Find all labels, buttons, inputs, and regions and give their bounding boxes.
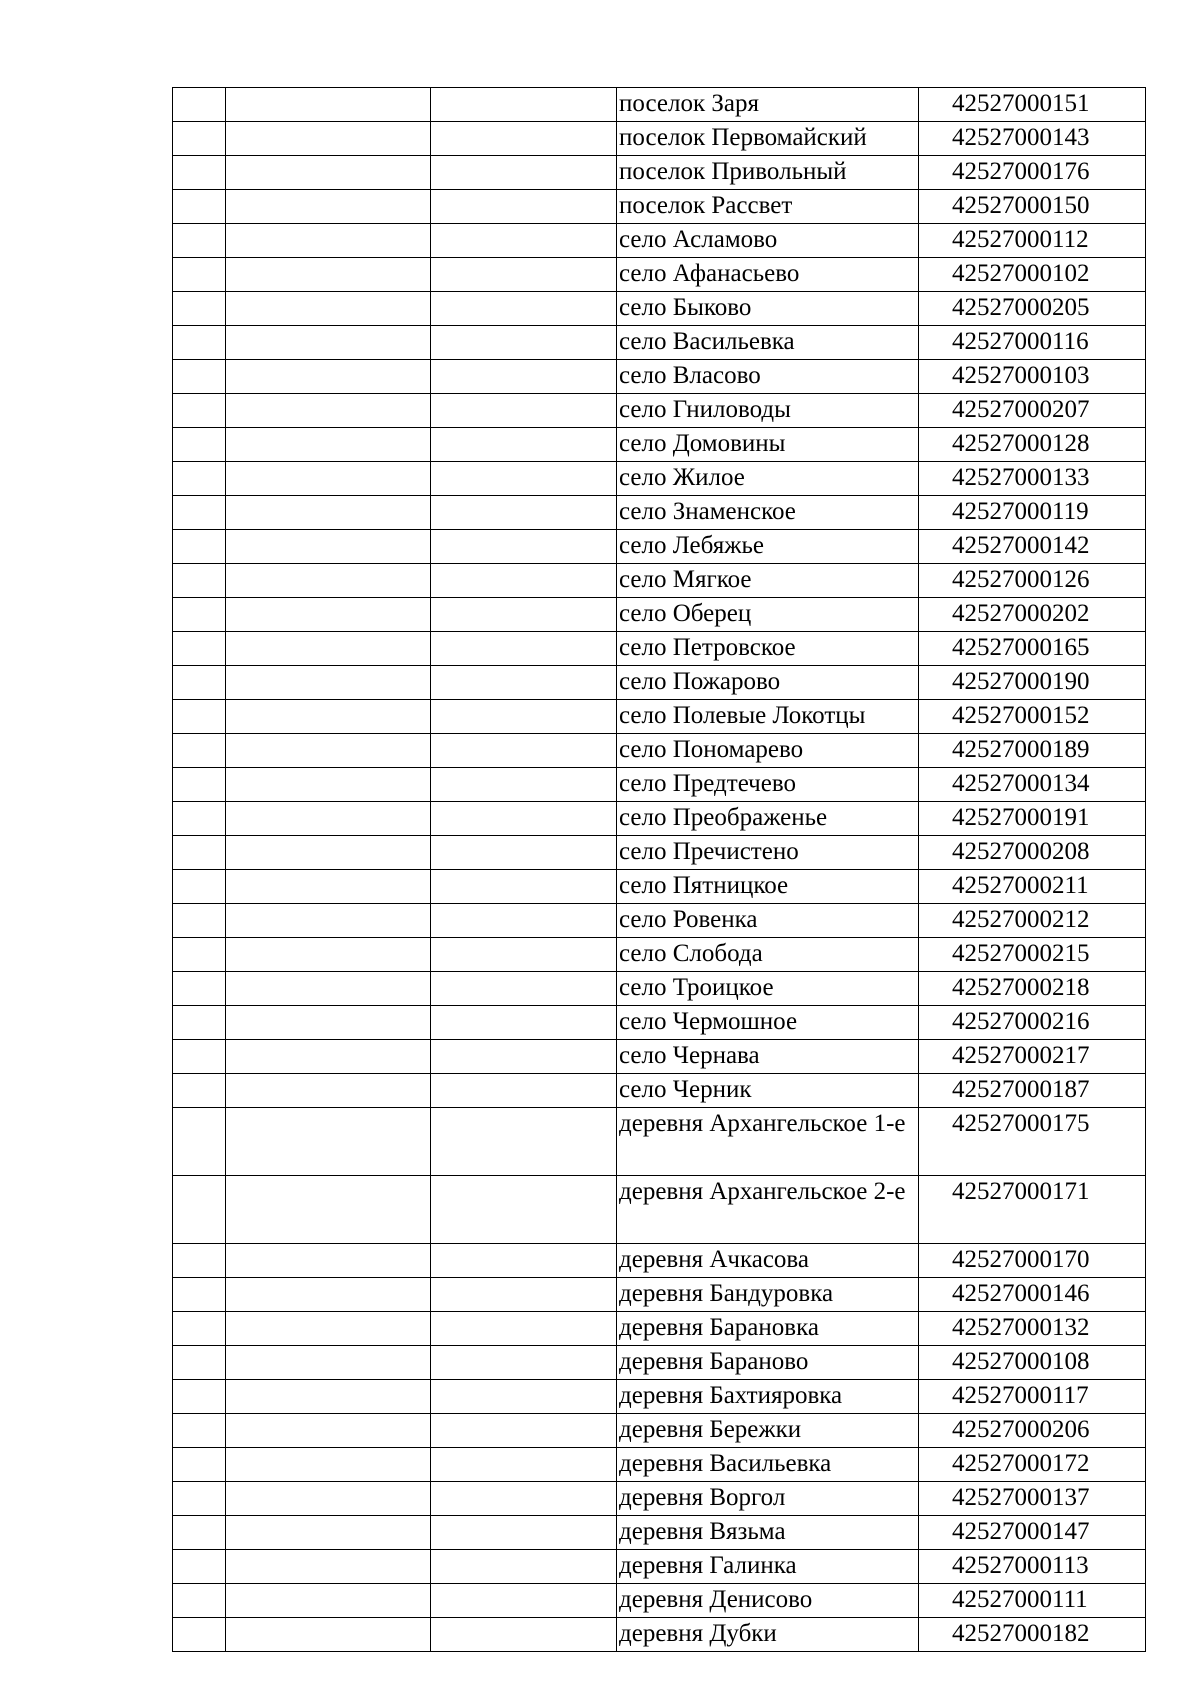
settlement-name-cell: поселок Заря — [617, 88, 919, 122]
settlement-name-cell: деревня Васильевка — [617, 1448, 919, 1482]
empty-cell — [173, 530, 226, 564]
oktmo-code-cell: 42527000126 — [919, 564, 1146, 598]
empty-cell — [173, 394, 226, 428]
empty-cell — [226, 1414, 431, 1448]
empty-cell — [173, 190, 226, 224]
settlement-name-cell: село Преображенье — [617, 802, 919, 836]
oktmo-code-cell: 42527000150 — [919, 190, 1146, 224]
settlement-name-cell: село Лебяжье — [617, 530, 919, 564]
empty-cell — [173, 768, 226, 802]
table-row — [173, 1380, 1146, 1414]
empty-cell — [173, 1516, 226, 1550]
empty-cell — [431, 1448, 617, 1482]
settlement-name-cell: село Ровенка — [617, 904, 919, 938]
empty-cell — [226, 938, 431, 972]
empty-cell — [431, 224, 617, 258]
table-row — [173, 1516, 1146, 1550]
oktmo-code-cell: 42527000205 — [919, 292, 1146, 326]
empty-cell — [226, 428, 431, 462]
settlement-name-cell: село Предтечево — [617, 768, 919, 802]
empty-cell — [226, 1550, 431, 1584]
settlement-name-cell: село Жилое — [617, 462, 919, 496]
empty-cell — [226, 1516, 431, 1550]
table-row — [173, 700, 1146, 734]
empty-cell — [431, 836, 617, 870]
empty-cell — [226, 564, 431, 598]
oktmo-code-cell: 42527000133 — [919, 462, 1146, 496]
settlement-name-cell: село Чернава — [617, 1040, 919, 1074]
empty-cell — [226, 122, 431, 156]
empty-cell — [431, 88, 617, 122]
table-body — [173, 88, 1146, 1652]
settlement-name-cell: село Мягкое — [617, 564, 919, 598]
table-row — [173, 258, 1146, 292]
empty-cell — [173, 292, 226, 326]
table-row — [173, 224, 1146, 258]
empty-cell — [431, 530, 617, 564]
oktmo-code-cell: 42527000117 — [919, 1380, 1146, 1414]
empty-cell — [173, 462, 226, 496]
empty-cell — [226, 1108, 431, 1176]
empty-cell — [431, 1176, 617, 1244]
settlement-name-cell: село Власово — [617, 360, 919, 394]
empty-cell — [431, 598, 617, 632]
table-row — [173, 1482, 1146, 1516]
oktmo-code-cell: 42527000170 — [919, 1244, 1146, 1278]
settlement-name-cell: село Троицкое — [617, 972, 919, 1006]
empty-cell — [431, 1278, 617, 1312]
table-row — [173, 972, 1146, 1006]
empty-cell — [226, 1176, 431, 1244]
settlement-name-cell: деревня Бахтияровка — [617, 1380, 919, 1414]
table-row — [173, 394, 1146, 428]
empty-cell — [431, 1006, 617, 1040]
empty-cell — [226, 1278, 431, 1312]
table-row — [173, 904, 1146, 938]
empty-cell — [226, 530, 431, 564]
oktmo-code-cell: 42527000216 — [919, 1006, 1146, 1040]
table-row — [173, 428, 1146, 462]
settlement-name-cell: село Знаменское — [617, 496, 919, 530]
empty-cell — [226, 1346, 431, 1380]
empty-cell — [226, 734, 431, 768]
empty-cell — [431, 1618, 617, 1652]
table-row — [173, 598, 1146, 632]
empty-cell — [431, 768, 617, 802]
oktmo-code-cell: 42527000137 — [919, 1482, 1146, 1516]
empty-cell — [173, 496, 226, 530]
empty-cell — [431, 1380, 617, 1414]
empty-cell — [173, 1584, 226, 1618]
empty-cell — [226, 360, 431, 394]
empty-cell — [226, 496, 431, 530]
oktmo-code-cell: 42527000217 — [919, 1040, 1146, 1074]
empty-cell — [173, 734, 226, 768]
empty-cell — [431, 802, 617, 836]
oktmo-code-cell: 42527000175 — [919, 1108, 1146, 1176]
empty-cell — [173, 1414, 226, 1448]
settlement-name-cell: село Васильевка — [617, 326, 919, 360]
oktmo-code-cell: 42527000187 — [919, 1074, 1146, 1108]
settlement-name-cell: село Афанасьево — [617, 258, 919, 292]
table-row — [173, 462, 1146, 496]
settlement-name-cell: село Чермошное — [617, 1006, 919, 1040]
settlement-name-cell: поселок Привольный — [617, 156, 919, 190]
empty-cell — [173, 428, 226, 462]
settlement-name-cell: деревня Воргол — [617, 1482, 919, 1516]
oktmo-code-cell: 42527000172 — [919, 1448, 1146, 1482]
empty-cell — [226, 258, 431, 292]
table-row — [173, 1414, 1146, 1448]
table-row — [173, 1176, 1146, 1244]
oktmo-code-cell: 42527000207 — [919, 394, 1146, 428]
empty-cell — [431, 1482, 617, 1516]
settlement-name-cell: село Пожарово — [617, 666, 919, 700]
settlement-name-cell: село Асламово — [617, 224, 919, 258]
empty-cell — [226, 1448, 431, 1482]
empty-cell — [226, 1312, 431, 1346]
settlement-name-cell: деревня Бараново — [617, 1346, 919, 1380]
table-row — [173, 530, 1146, 564]
table-row — [173, 1618, 1146, 1652]
empty-cell — [173, 258, 226, 292]
empty-cell — [173, 1346, 226, 1380]
empty-cell — [431, 394, 617, 428]
empty-cell — [226, 1040, 431, 1074]
empty-cell — [226, 462, 431, 496]
empty-cell — [173, 972, 226, 1006]
table-row — [173, 1278, 1146, 1312]
table-row — [173, 496, 1146, 530]
empty-cell — [226, 1584, 431, 1618]
empty-cell — [173, 1312, 226, 1346]
oktmo-code-cell: 42527000165 — [919, 632, 1146, 666]
empty-cell — [431, 1074, 617, 1108]
table-row — [173, 1346, 1146, 1380]
empty-cell — [173, 1482, 226, 1516]
empty-cell — [431, 496, 617, 530]
empty-cell — [431, 360, 617, 394]
empty-cell — [173, 1278, 226, 1312]
oktmo-code-cell: 42527000147 — [919, 1516, 1146, 1550]
table-row — [173, 1312, 1146, 1346]
empty-cell — [431, 292, 617, 326]
empty-cell — [226, 768, 431, 802]
empty-cell — [431, 870, 617, 904]
table-row — [173, 802, 1146, 836]
table-row — [173, 1074, 1146, 1108]
table-row — [173, 768, 1146, 802]
empty-cell — [173, 88, 226, 122]
empty-cell — [226, 394, 431, 428]
empty-cell — [431, 1040, 617, 1074]
table-row — [173, 938, 1146, 972]
empty-cell — [226, 666, 431, 700]
empty-cell — [431, 1108, 617, 1176]
oktmo-code-cell: 42527000202 — [919, 598, 1146, 632]
settlement-name-cell: село Пречистено — [617, 836, 919, 870]
empty-cell — [431, 564, 617, 598]
oktmo-code-cell: 42527000111 — [919, 1584, 1146, 1618]
oktmo-code-cell: 42527000189 — [919, 734, 1146, 768]
settlement-name-cell: село Полевые Локотцы — [617, 700, 919, 734]
empty-cell — [173, 1108, 226, 1176]
empty-cell — [431, 1312, 617, 1346]
oktmo-code-cell: 42527000182 — [919, 1618, 1146, 1652]
table-row — [173, 632, 1146, 666]
oktmo-code-cell: 42527000152 — [919, 700, 1146, 734]
empty-cell — [173, 1006, 226, 1040]
empty-cell — [173, 598, 226, 632]
empty-cell — [226, 224, 431, 258]
empty-cell — [431, 938, 617, 972]
oktmo-code-cell: 42527000108 — [919, 1346, 1146, 1380]
empty-cell — [431, 1346, 617, 1380]
settlement-name-cell: деревня Галинка — [617, 1550, 919, 1584]
empty-cell — [173, 1448, 226, 1482]
table-row — [173, 734, 1146, 768]
empty-cell — [431, 156, 617, 190]
settlement-name-cell: село Быково — [617, 292, 919, 326]
settlement-name-cell: поселок Рассвет — [617, 190, 919, 224]
empty-cell — [226, 904, 431, 938]
empty-cell — [431, 258, 617, 292]
empty-cell — [173, 360, 226, 394]
empty-cell — [173, 326, 226, 360]
empty-cell — [431, 1516, 617, 1550]
empty-cell — [226, 88, 431, 122]
empty-cell — [173, 1244, 226, 1278]
table-row — [173, 1244, 1146, 1278]
oktmo-code-cell: 42527000119 — [919, 496, 1146, 530]
empty-cell — [431, 1244, 617, 1278]
empty-cell — [173, 1380, 226, 1414]
oktmo-code-cell: 42527000143 — [919, 122, 1146, 156]
oktmo-code-cell: 42527000112 — [919, 224, 1146, 258]
table-row — [173, 564, 1146, 598]
empty-cell — [173, 836, 226, 870]
empty-cell — [173, 564, 226, 598]
table-row — [173, 292, 1146, 326]
oktmo-code-cell: 42527000151 — [919, 88, 1146, 122]
settlement-name-cell: село Черник — [617, 1074, 919, 1108]
empty-cell — [173, 632, 226, 666]
table-row — [173, 870, 1146, 904]
empty-cell — [226, 292, 431, 326]
empty-cell — [226, 1618, 431, 1652]
empty-cell — [226, 632, 431, 666]
settlement-name-cell: деревня Архангельское 1-е — [617, 1108, 919, 1176]
table-row — [173, 1108, 1146, 1176]
empty-cell — [431, 326, 617, 360]
settlement-name-cell: поселок Первомайский — [617, 122, 919, 156]
empty-cell — [173, 156, 226, 190]
table-row — [173, 326, 1146, 360]
empty-cell — [226, 836, 431, 870]
oktmo-code-cell: 42527000171 — [919, 1176, 1146, 1244]
empty-cell — [173, 802, 226, 836]
table-row — [173, 1448, 1146, 1482]
empty-cell — [226, 700, 431, 734]
empty-cell — [226, 190, 431, 224]
oktmo-code-cell: 42527000190 — [919, 666, 1146, 700]
empty-cell — [226, 1006, 431, 1040]
oktmo-code-cell: 42527000102 — [919, 258, 1146, 292]
table-row — [173, 360, 1146, 394]
empty-cell — [431, 734, 617, 768]
empty-cell — [431, 1584, 617, 1618]
settlement-name-cell: деревня Денисово — [617, 1584, 919, 1618]
settlement-name-cell: село Слобода — [617, 938, 919, 972]
empty-cell — [226, 802, 431, 836]
empty-cell — [431, 632, 617, 666]
empty-cell — [431, 190, 617, 224]
empty-cell — [226, 156, 431, 190]
settlement-name-cell: деревня Дубки — [617, 1618, 919, 1652]
empty-cell — [173, 1618, 226, 1652]
empty-cell — [173, 938, 226, 972]
table-row — [173, 1006, 1146, 1040]
empty-cell — [173, 700, 226, 734]
oktmo-code-cell: 42527000146 — [919, 1278, 1146, 1312]
oktmo-code-cell: 42527000116 — [919, 326, 1146, 360]
oktmo-code-cell: 42527000212 — [919, 904, 1146, 938]
settlement-name-cell: деревня Барановка — [617, 1312, 919, 1346]
table-row — [173, 88, 1146, 122]
empty-cell — [226, 870, 431, 904]
settlement-name-cell: село Петровское — [617, 632, 919, 666]
oktmo-code-cell: 42527000142 — [919, 530, 1146, 564]
empty-cell — [226, 1244, 431, 1278]
oktmo-code-cell: 42527000103 — [919, 360, 1146, 394]
empty-cell — [173, 666, 226, 700]
settlement-name-cell: деревня Ачкасова — [617, 1244, 919, 1278]
empty-cell — [173, 1550, 226, 1584]
settlement-name-cell: деревня Бандуровка — [617, 1278, 919, 1312]
empty-cell — [173, 870, 226, 904]
empty-cell — [173, 1040, 226, 1074]
empty-cell — [173, 122, 226, 156]
empty-cell — [431, 972, 617, 1006]
settlement-name-cell: село Пономарево — [617, 734, 919, 768]
empty-cell — [431, 122, 617, 156]
empty-cell — [226, 326, 431, 360]
settlement-name-cell: село Домовины — [617, 428, 919, 462]
empty-cell — [226, 1074, 431, 1108]
oktmo-code-cell: 42527000211 — [919, 870, 1146, 904]
settlements-table — [172, 87, 1146, 1652]
table-row — [173, 156, 1146, 190]
oktmo-code-cell: 42527000176 — [919, 156, 1146, 190]
oktmo-code-cell: 42527000208 — [919, 836, 1146, 870]
table-row — [173, 836, 1146, 870]
empty-cell — [431, 904, 617, 938]
empty-cell — [173, 1176, 226, 1244]
table-row — [173, 666, 1146, 700]
empty-cell — [431, 700, 617, 734]
settlement-name-cell: село Гниловоды — [617, 394, 919, 428]
table-row — [173, 122, 1146, 156]
oktmo-code-cell: 42527000113 — [919, 1550, 1146, 1584]
empty-cell — [226, 972, 431, 1006]
oktmo-code-cell: 42527000206 — [919, 1414, 1146, 1448]
empty-cell — [431, 428, 617, 462]
oktmo-code-cell: 42527000128 — [919, 428, 1146, 462]
empty-cell — [173, 1074, 226, 1108]
empty-cell — [431, 666, 617, 700]
oktmo-code-cell: 42527000191 — [919, 802, 1146, 836]
settlement-name-cell: деревня Вязьма — [617, 1516, 919, 1550]
empty-cell — [173, 904, 226, 938]
empty-cell — [173, 224, 226, 258]
oktmo-code-cell: 42527000215 — [919, 938, 1146, 972]
empty-cell — [431, 1550, 617, 1584]
empty-cell — [431, 462, 617, 496]
table-row — [173, 1040, 1146, 1074]
empty-cell — [226, 1380, 431, 1414]
oktmo-code-cell: 42527000132 — [919, 1312, 1146, 1346]
table-row — [173, 190, 1146, 224]
settlement-name-cell: деревня Архангельское 2-е — [617, 1176, 919, 1244]
empty-cell — [226, 1482, 431, 1516]
table-row — [173, 1584, 1146, 1618]
settlement-name-cell: деревня Бережки — [617, 1414, 919, 1448]
empty-cell — [226, 598, 431, 632]
oktmo-code-cell: 42527000218 — [919, 972, 1146, 1006]
oktmo-code-cell: 42527000134 — [919, 768, 1146, 802]
empty-cell — [431, 1414, 617, 1448]
settlement-name-cell: село Пятницкое — [617, 870, 919, 904]
table-row — [173, 1550, 1146, 1584]
settlement-name-cell: село Оберец — [617, 598, 919, 632]
